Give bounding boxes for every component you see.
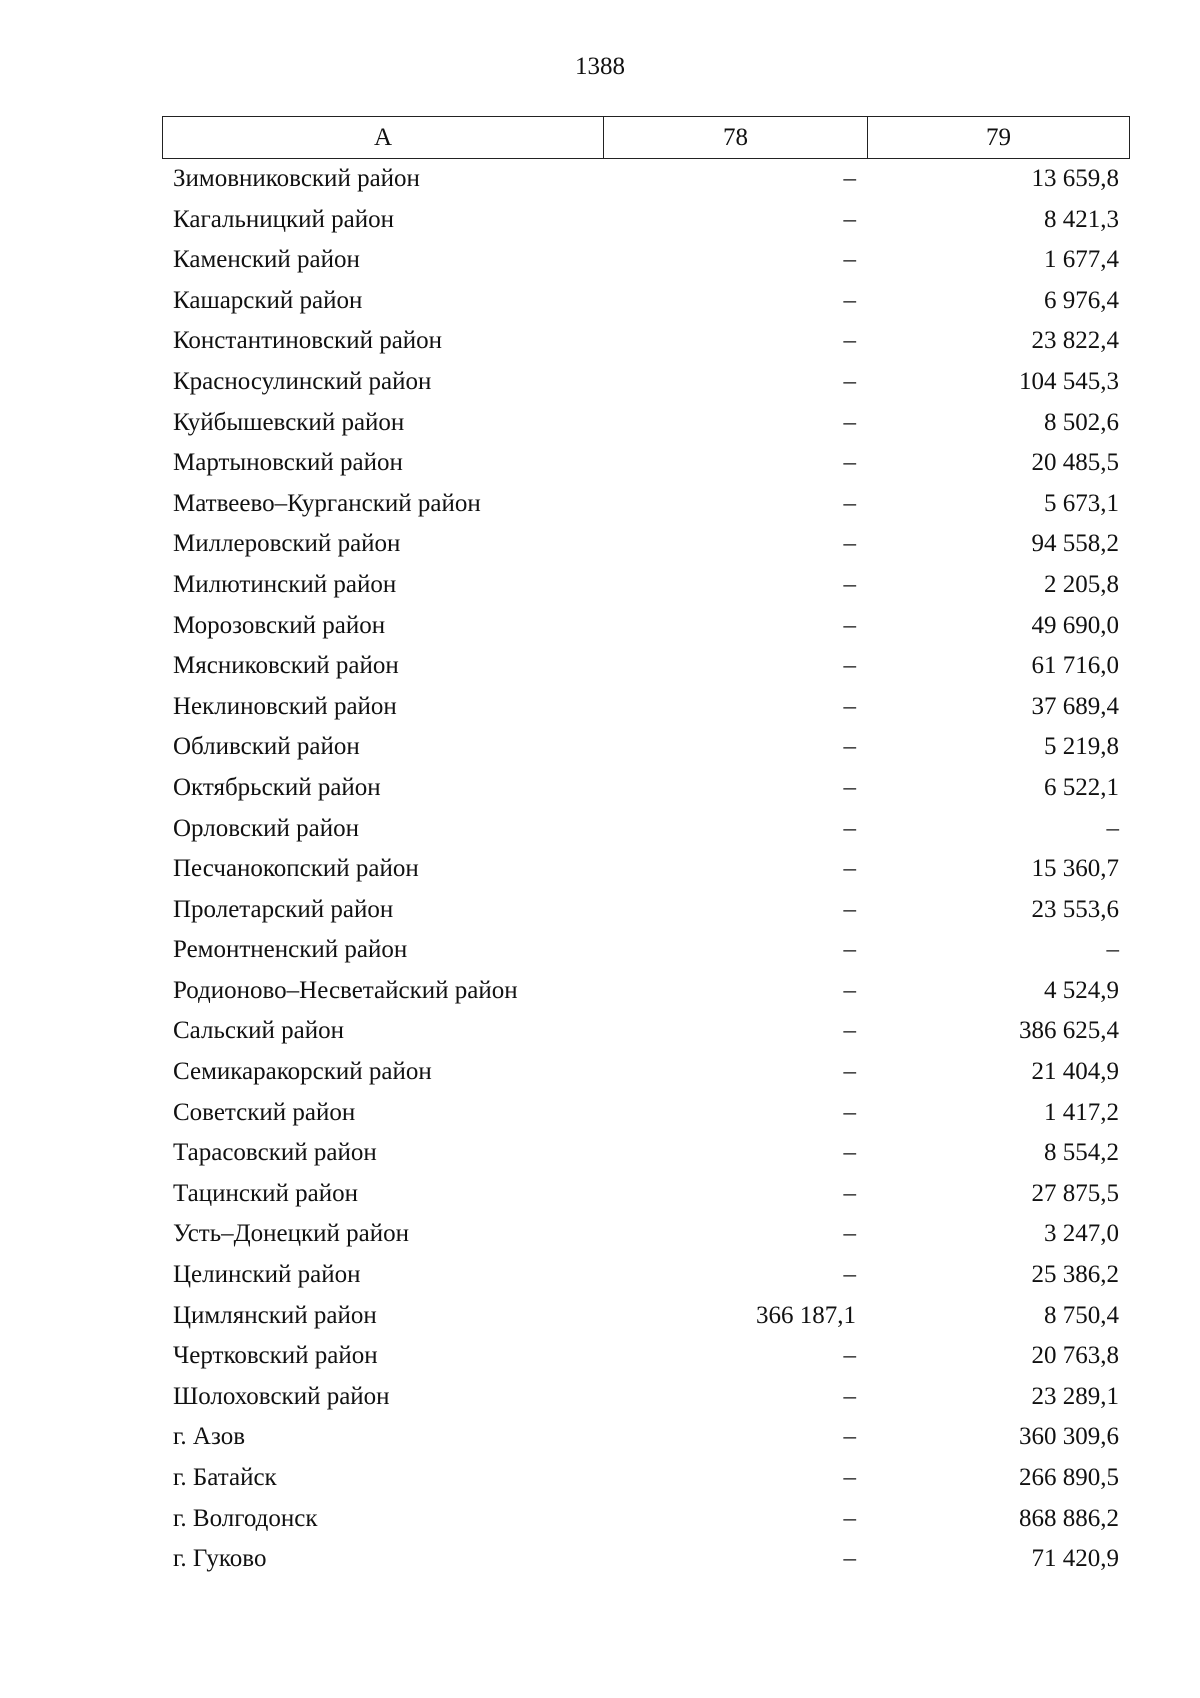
row-name: Усть–Донецкий район — [173, 1220, 410, 1248]
row-name: Тацинский район — [173, 1179, 358, 1207]
row-value-78: – — [843, 489, 856, 517]
table-row — [0, 648, 1200, 689]
row-value-79: 27 875,5 — [1031, 1179, 1119, 1207]
row-value-79: 2 205,8 — [1044, 570, 1119, 598]
column-header-79: 79 — [986, 123, 1011, 151]
row-value-78: – — [843, 367, 856, 395]
row-value-79: 360 309,6 — [1019, 1423, 1119, 1451]
row-value-79: 1 417,2 — [1044, 1098, 1119, 1126]
table-row — [0, 323, 1200, 364]
table-row — [0, 486, 1200, 527]
row-value-78: – — [843, 1017, 856, 1045]
row-value-78: – — [843, 246, 856, 274]
row-name: Куйбышевский район — [173, 408, 405, 436]
row-value-79: 15 360,7 — [1031, 855, 1119, 883]
table-row — [0, 1095, 1200, 1136]
row-name: Миллеровский район — [173, 530, 401, 558]
row-value-79: 6 522,1 — [1044, 773, 1119, 801]
row-name: г. Азов — [173, 1423, 246, 1451]
row-value-78: – — [843, 1382, 856, 1410]
row-name: Пролетарский район — [173, 895, 394, 923]
row-value-78: – — [843, 1423, 856, 1451]
row-value-79: 868 886,2 — [1019, 1504, 1119, 1532]
row-value-79: 21 404,9 — [1031, 1058, 1119, 1086]
row-value-78: – — [843, 855, 856, 883]
table-row — [0, 770, 1200, 811]
row-name: Советский район — [173, 1098, 356, 1126]
row-value-78: – — [843, 408, 856, 436]
row-name: Милютинский район — [173, 570, 397, 598]
row-value-79: 20 485,5 — [1031, 449, 1119, 477]
row-value-78: – — [843, 1545, 856, 1573]
row-name: г. Батайск — [173, 1464, 277, 1491]
row-value-79: 266 890,5 — [1019, 1464, 1119, 1491]
table-row — [0, 364, 1200, 405]
row-name: Шолоховский район — [173, 1382, 390, 1410]
row-name: Семикаракорский район — [173, 1058, 432, 1086]
row-value-78: – — [843, 165, 856, 192]
table-row — [0, 1419, 1200, 1460]
row-value-78: – — [843, 1220, 856, 1248]
row-value-79: – — [1106, 814, 1119, 842]
row-value-79: 25 386,2 — [1031, 1261, 1119, 1289]
table-row — [0, 526, 1200, 567]
row-value-79: 8 750,4 — [1044, 1301, 1119, 1329]
table-row — [0, 608, 1200, 649]
table-row — [0, 283, 1200, 324]
row-name: Кашарский район — [173, 286, 363, 314]
table-row — [0, 1054, 1200, 1095]
row-value-79: 61 716,0 — [1031, 652, 1119, 680]
row-name: Целинский район — [173, 1261, 361, 1289]
row-value-79: 4 524,9 — [1044, 976, 1119, 1004]
table-row — [0, 202, 1200, 243]
row-value-78: – — [843, 1179, 856, 1207]
row-value-78: – — [843, 570, 856, 598]
row-value-78: – — [843, 1261, 856, 1289]
table-row — [0, 1176, 1200, 1217]
row-value-78: – — [843, 652, 856, 680]
row-name: Песчанокопский район — [173, 855, 419, 883]
table-row — [0, 1135, 1200, 1176]
row-value-78: – — [843, 530, 856, 558]
row-value-79: 1 677,4 — [1044, 246, 1119, 274]
row-name: Октябрьский район — [173, 773, 381, 801]
table-row — [0, 242, 1200, 283]
row-name: Кагальницкий район — [173, 205, 395, 233]
row-value-79: 37 689,4 — [1031, 692, 1119, 720]
row-value-78: – — [843, 1342, 856, 1370]
row-name: Красносулинский район — [173, 367, 432, 395]
row-value-79: 6 976,4 — [1044, 286, 1119, 314]
table-row — [0, 729, 1200, 770]
row-value-79: 8 554,2 — [1044, 1139, 1119, 1167]
row-value-79: 5 219,8 — [1044, 733, 1119, 761]
row-value-79: 8 421,3 — [1044, 205, 1119, 233]
row-value-78: – — [843, 286, 856, 314]
row-value-79: 3 247,0 — [1044, 1220, 1119, 1248]
row-name: Ремонтненский район — [173, 936, 408, 964]
row-value-78: – — [843, 1464, 856, 1491]
row-name: Каменский район — [173, 246, 360, 274]
row-name: г. Гуково — [173, 1545, 267, 1573]
table-row — [0, 1501, 1200, 1542]
row-value-79: 13 659,8 — [1031, 165, 1119, 192]
row-value-79: 94 558,2 — [1031, 530, 1119, 558]
row-value-79: 386 625,4 — [1019, 1017, 1119, 1045]
row-value-78: – — [843, 936, 856, 964]
row-name: Обливский район — [173, 733, 360, 761]
row-name: Зимовниковский район — [173, 165, 420, 192]
row-value-78: – — [843, 895, 856, 923]
row-name: Цимлянский район — [173, 1301, 377, 1329]
row-name: Родионово–Несветайский район — [173, 976, 518, 1004]
row-value-78: – — [843, 1504, 856, 1532]
table-row — [0, 1379, 1200, 1420]
row-value-78: – — [843, 1098, 856, 1126]
row-value-78: – — [843, 1139, 856, 1167]
row-value-78: – — [843, 327, 856, 355]
table-row — [0, 851, 1200, 892]
row-name: Мартыновский район — [173, 449, 403, 477]
table-row — [0, 689, 1200, 730]
table-row — [0, 1460, 1200, 1501]
row-name: Матвеево–Курганский район — [173, 489, 481, 517]
row-name: Морозовский район — [173, 611, 386, 639]
table-row — [0, 1338, 1200, 1379]
table-row — [0, 1541, 1200, 1582]
row-name: Тарасовский район — [173, 1139, 377, 1167]
row-value-78: – — [843, 611, 856, 639]
row-value-79: 20 763,8 — [1031, 1342, 1119, 1370]
row-value-79: 23 289,1 — [1031, 1382, 1119, 1410]
row-value-79: 8 502,6 — [1044, 408, 1119, 436]
table-row — [0, 567, 1200, 608]
table-row — [0, 1216, 1200, 1257]
table-row — [0, 1257, 1200, 1298]
row-value-78: 366 187,1 — [756, 1301, 856, 1329]
table-row — [0, 892, 1200, 933]
row-value-78: – — [843, 1058, 856, 1086]
table-header — [162, 116, 1130, 159]
row-name: Константиновский район — [173, 327, 443, 355]
table-row — [0, 445, 1200, 486]
row-value-79: 23 822,4 — [1031, 327, 1119, 355]
column-header-78: 78 — [604, 117, 868, 158]
row-value-78: – — [843, 814, 856, 842]
row-value-78: – — [843, 976, 856, 1004]
row-value-78: – — [843, 205, 856, 233]
row-value-79: 5 673,1 — [1044, 489, 1119, 517]
row-value-79: 71 420,9 — [1031, 1545, 1119, 1573]
table-row — [0, 161, 1200, 202]
row-value-79: – — [1106, 936, 1119, 964]
table-row — [0, 1298, 1200, 1339]
row-name: Орловский район — [173, 814, 359, 842]
row-value-78: – — [843, 449, 856, 477]
row-name: Мясниковский район — [173, 652, 399, 680]
row-name: Чертковский район — [173, 1342, 378, 1370]
table-row — [0, 405, 1200, 446]
row-value-78: – — [843, 692, 856, 720]
row-value-79: 23 553,6 — [1031, 895, 1119, 923]
row-value-79: 49 690,0 — [1031, 611, 1119, 639]
row-name: Неклиновский район — [173, 692, 397, 720]
row-value-79: 104 545,3 — [1019, 367, 1119, 395]
page-number: 1388 — [575, 53, 625, 80]
row-value-78: – — [843, 773, 856, 801]
row-name: Сальский район — [173, 1017, 344, 1045]
table-row — [0, 1013, 1200, 1054]
table-body — [0, 161, 1200, 1582]
column-header-a: А — [163, 117, 604, 158]
table-row — [0, 973, 1200, 1014]
row-value-78: – — [843, 733, 856, 761]
table-row — [0, 811, 1200, 852]
row-name: г. Волгодонск — [173, 1504, 318, 1532]
table-row — [0, 932, 1200, 973]
